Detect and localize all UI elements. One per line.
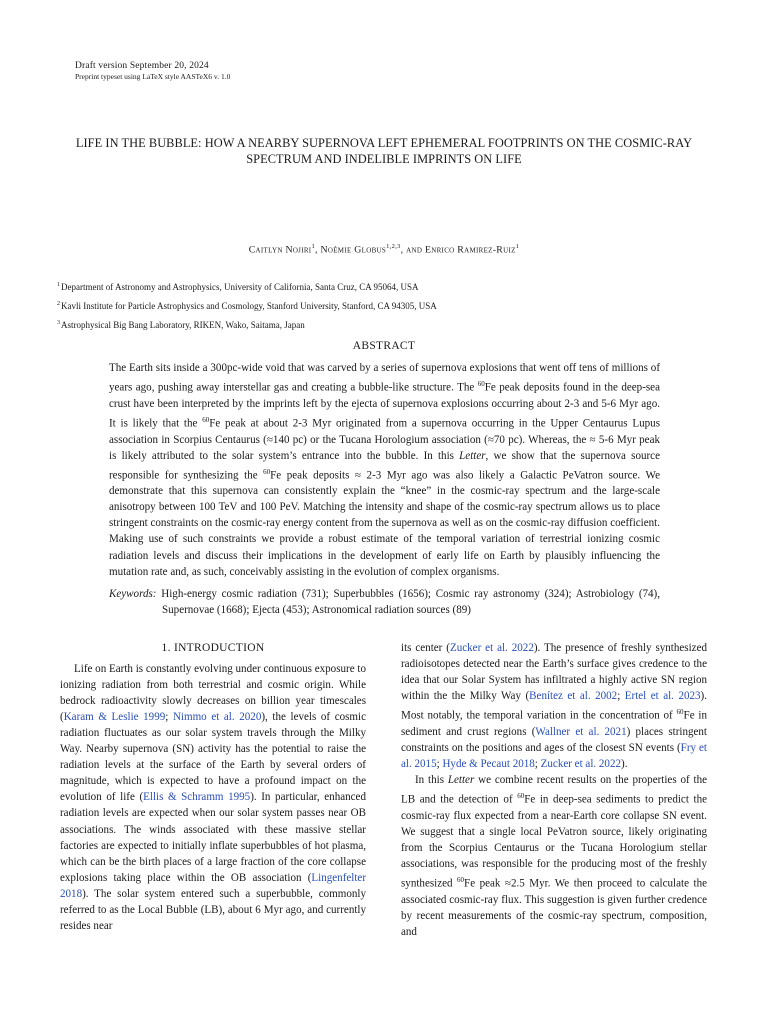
keywords (109, 586, 660, 618)
affiliation (57, 296, 707, 315)
isotope-superscript: 60 (477, 380, 485, 389)
affiliation-list (57, 277, 707, 334)
keywords-text: High-energy cosmic radiation (731); Superbubbles (1656); Cosmic ray astronomy (324); Astrobiology (74), Supernovae (1668); Ejecta (453); Astronomical radiation sources (89) (156, 588, 660, 616)
citation-link[interactable]: Ertel et al. 2023 (624, 690, 701, 703)
author-affil-mark: 1 (311, 243, 315, 250)
isotope-superscript: 60 (676, 708, 684, 717)
preprint-header (75, 61, 230, 82)
body-text: we combine recent results on the properties of the LB and the detection of (401, 774, 708, 806)
letter-italic: Letter (447, 774, 475, 787)
abstract-heading: ABSTRACT (352, 340, 416, 352)
citation-link[interactable]: Lingenfelter 2018 (60, 871, 366, 900)
body-text: ; (436, 758, 443, 770)
affiliation-number: 1 (57, 282, 60, 288)
abstract-text: Fe peak deposits found in the deep-sea crust have been interpreted by the imprints left by the ejecta of supernova explosions occurring about 2-3 and 5-6 Myr ago. It is likely that the (109, 381, 660, 430)
left-column (60, 640, 366, 934)
body-text: ; (165, 711, 173, 724)
body-text: Fe peak ≈2.5 Myr. We then proceed to calculate the associated cosmic-ray flux. This suggestion is given further credence by recent measurements of the cosmic-ray spectrum, composition, and (401, 877, 707, 938)
author-affil-mark: 1,2,3 (386, 243, 401, 250)
intro-paragraph (401, 772, 707, 940)
section-heading: 1. INTRODUCTION (161, 642, 265, 654)
body-text: ; (617, 690, 625, 703)
abstract-text: Fe peak deposits ≈ 2-3 Myr ago was also likely a Galactic PeVatron source. We demonstrate that this supernova can consistently explain the “knee” in the cosmic-ray spectrum and the large-scale anisotropy between 100 TeV and 100 PeV. Matching the intensity and shape of the cosmic-ray spectrum allows us to place stringent constraints on the cosmic-ray energy content from the supernova as well as on the cosmic-ray diffusion coefficient. Making use of such constraints we provide a robust estimate of the temporal variation of terrestrial ionizing cosmic radiation levels and discuss their implications in the development of early life on Earth by plausibly influencing the mutation rate and, as such, conceivably assisting in the evolution of complex organisms. (109, 469, 660, 578)
body-text: ). In particular, enhanced radiation levels are expected when our solar system passes near OB associations. The winds associated with these massive stellar factories are expected to initially inflate superbubbles of hot plasma, which can be the birth places of a large fraction of the core collapse explosions taking place within the OB association ( (60, 791, 366, 884)
body-text: ). The presence of freshly synthesized radioisotopes detected near the Earth’s surface gives credence to the idea that our Solar System has infiltrated a highly active SN region within the the Milky Way ( (401, 642, 707, 703)
keywords-label: Keywords: (109, 588, 157, 600)
body-text: Life on Earth is constantly evolving under continuous exposure to ionizing radiation from both terrestrial and cosmic origin. While bedrock radioactivity slowly decreases on billion year timescales ( (60, 663, 366, 724)
draft-version-line: Draft version September 20, 2024 (75, 61, 209, 71)
citation-link[interactable]: Ellis & Schramm 1995 (143, 791, 251, 804)
body-text: ). Most notably, the temporal variation in the concentration of (401, 690, 707, 722)
paper-title: LIFE IN THE BUBBLE: HOW A NEARBY SUPERNOVA LEFT EPHEMERAL FOOTPRINTS ON THE COSMIC-RAY SPECTRUM AND INDELIBLE IMPRINTS ON LIFE (75, 136, 693, 166)
affiliation-text: Department of Astronomy and Astrophysics, University of California, Santa Cruz, CA 95064, USA (61, 282, 419, 292)
body-text: ; (534, 758, 541, 770)
body-text: In this (415, 774, 448, 787)
isotope-superscript: 60 (263, 467, 271, 476)
preprint-typeset-line: Preprint typeset using LaTeX style AASTeX6 v. 1.0 (75, 72, 231, 81)
author-name: Caitlyn Nojiri (248, 244, 312, 256)
author-name: Noémie Globus (320, 244, 387, 256)
author-separator: , and (400, 244, 425, 256)
abstract-text: , we show that the supernova source responsible for synthesizing the (109, 449, 660, 482)
body-text: its center ( (401, 642, 450, 654)
abstract-text: Fe peak at about 2-3 Myr originated from a supernova occurring in the Upper Centaurus Lupus association in Scorpius Centaurus (≈140 pc) or the Tucana Horologium association (≈70 pc). Whereas, the ≈ 5-6 Myr peak is likely attributed to the solar system’s entrance into the bubble. In this (109, 417, 660, 462)
body-text: ). The solar system entered such a superbubble, commonly referred to as the Local Bubble (LB), about 6 Myr ago, and currently resides near (60, 887, 366, 932)
body-text: Fe in deep-sea sediments to predict the cosmic-ray flux expected from a near-Earth core collapse SN event. We suggest that a single local PeVatron source, likely originating from the Scorpius Centaurus or the Tucana Horologium stellar associations, was responsible for the producing most of the freshly synthesized (401, 793, 707, 890)
citation-link[interactable]: Nimmo et al. 2020 (172, 711, 262, 724)
affiliation-text: Astrophysical Big Bang Laboratory, RIKEN, Wako, Saitama, Japan (61, 320, 305, 330)
isotope-superscript: 60 (457, 876, 465, 884)
citation-link[interactable]: Zucker et al. 2022 (540, 758, 622, 770)
abstract-text: The Earth sits inside a 300pc-wide void that was carved by a series of supernova explosions that went off tens of millions of years ago, pushing away interstellar gas and creating a bubble-like structure. The (109, 362, 660, 394)
abstract-letter-italic: Letter (459, 449, 486, 462)
citation-link[interactable]: Hyde & Pecaut 2018 (442, 758, 535, 770)
affiliation (57, 277, 707, 296)
citation-link[interactable]: Karam & Leslie 1999 (63, 711, 166, 724)
isotope-superscript: 60 (517, 792, 525, 801)
affiliation (57, 315, 707, 334)
body-text: ), the levels of cosmic radiation fluctuates as our solar system travels through the Milky Way. Nearby supernova (SN) activity has the potential to raise the radiation levels at the surface of the Earth by several orders of magnitude, which is expected to have a profound impact on the evolution of life ( (60, 711, 366, 804)
body-text: Fe in sediment and crust regions ( (401, 709, 707, 738)
affiliation-text: Kavli Institute for Particle Astrophysics and Cosmology, Stanford University, Stanford, CA 94305, USA (61, 301, 437, 311)
author-separator: , (315, 244, 321, 256)
right-column (401, 640, 707, 940)
author-name: Enrico Ramirez-Ruiz (424, 244, 516, 256)
author-affil-mark: 1 (515, 243, 520, 250)
body-text: ). (621, 758, 628, 770)
body-text: ) places stringent constraints on the positions and ages of the closest SN events ( (401, 725, 707, 754)
citation-link[interactable]: Benítez et al. 2002 (529, 690, 618, 703)
citation-link[interactable]: Wallner et al. 2021 (535, 725, 627, 738)
affiliation-number: 3 (57, 320, 60, 326)
citation-link[interactable]: Fry et al. 2015 (401, 741, 707, 770)
intro-paragraph-continued (401, 640, 707, 772)
affiliation-number: 2 (57, 301, 60, 307)
abstract-body (109, 360, 660, 580)
isotope-superscript: 60 (202, 415, 210, 424)
author-list (60, 243, 708, 255)
citation-link[interactable]: Zucker et al. 2022 (449, 642, 534, 654)
intro-paragraph (60, 661, 366, 934)
